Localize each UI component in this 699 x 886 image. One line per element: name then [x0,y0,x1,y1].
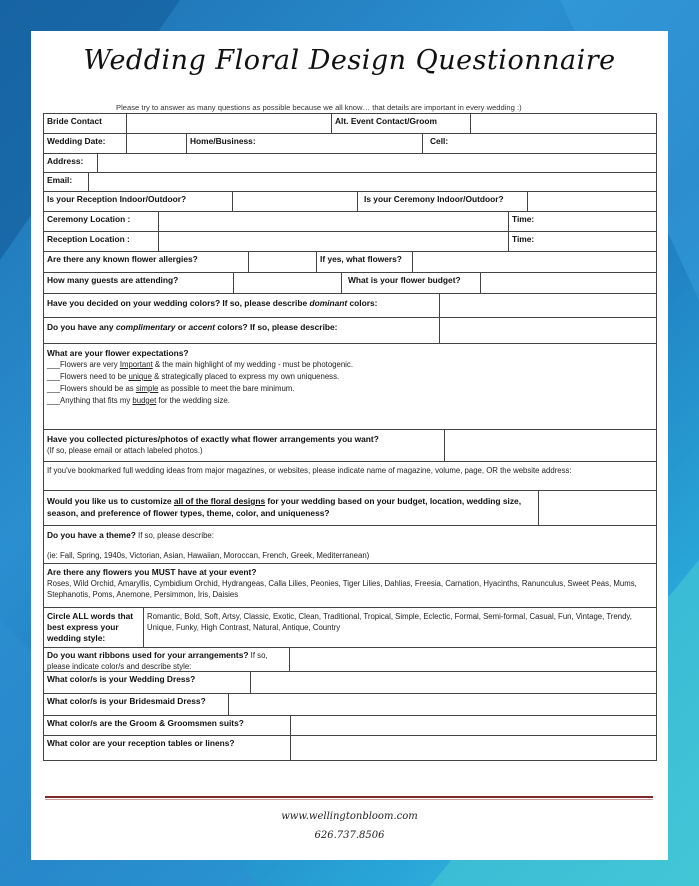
row-ceremony-location [44,212,656,232]
row-reception-location [44,232,656,252]
colors-question-b: colors: [347,298,378,308]
pictures-field[interactable] [445,430,656,461]
wedding-date-field[interactable] [127,134,187,153]
page-subtitle: Please try to answer as many questions as possible because we all know… that details are important in every wedding :) [116,103,522,112]
row-ribbons [44,648,656,672]
row-guests [44,273,656,294]
pictures-note: (If so, please email or attach labeled photos.) [47,446,203,455]
customize-u: all of the floral designs [173,496,266,506]
budget-label: What is your flower budget? [342,273,481,293]
exp2-b: & strategically placed to express my own uniqueness. [151,372,340,381]
exp3-u: simple [135,384,159,393]
row-wedding-date [44,134,656,154]
questionnaire-form [43,113,657,761]
ceremony-location-field[interactable] [159,212,509,231]
expectation-option-3[interactable] [47,383,653,395]
customize-a: Would you like us to customize [47,496,174,506]
row-groom-suits [44,716,656,736]
reception-indoor-label: Is your Reception Indoor/Outdoor? [44,192,233,211]
row-tables-linens [44,736,656,760]
colors-question [44,294,440,317]
theme-examples: (ie: Fall, Spring, 1940s, Victorian, Asian, Hawaiian, Moroccan, French, Greek, Mediterranean) [47,551,370,560]
exp4-b: for the wedding size. [156,396,230,405]
home-business-label: Home/Business: [187,134,423,153]
customize-field[interactable] [539,491,656,525]
allergies-label: Are there any known flower allergies? [44,252,249,272]
row-bookmarked [44,462,656,491]
alt-contact-label: Alt. Event Contact/Groom [332,114,471,133]
address-field[interactable] [98,154,656,172]
allergies-which-label: If yes, what flowers? [317,252,413,272]
accent-field[interactable] [440,318,656,343]
footer-website[interactable]: www.wellingtonbloom.com [281,811,418,822]
ceremony-indoor-field[interactable] [528,192,656,211]
accent-question-em2: accent [188,322,216,332]
questionnaire-sheet [31,31,668,860]
expectations-question: What are your flower expectations? [47,348,189,358]
groom-suits-label: What color/s are the Groom & Groomsmen suits? [44,716,291,735]
alt-contact-field[interactable] [471,114,656,133]
guests-field[interactable] [234,273,342,293]
colors-field[interactable] [440,294,656,317]
accent-question-em: complimentary [115,322,176,332]
row-must-have [44,564,656,608]
accent-question [44,318,440,343]
groom-suits-field[interactable] [291,716,656,735]
row-wedding-colors [44,294,656,318]
exp1-u: Important [119,360,153,369]
guests-label: How many guests are attending? [44,273,234,293]
row-bride-contact [44,114,656,134]
wedding-date-label: Wedding Date: [44,134,127,153]
bridesmaid-dress-label: What color/s is your Bridesmaid Dress? [44,694,229,715]
reception-location-label: Reception Location : [44,232,159,251]
flower-list: Roses, Wild Orchid, Amaryllis, Cymbidium Orchid, Hydrangeas, Calla Lilies, Peonies, Tiger Lilies, Dahlias, Freesia, Carnation, Hyacinths, Ranunculus, Sweet Peas, Mums, Stephanotis, Poms, Anemone, Persimmon, Iris, Daisies [47,579,637,599]
footer-divider [45,796,653,798]
must-have-block[interactable] [44,564,656,607]
row-allergies [44,252,656,273]
expectations-block [44,344,656,429]
colors-question-em: dominant [309,298,348,308]
wedding-dress-field[interactable] [251,672,656,693]
accent-question-a: Do you have any [47,322,116,332]
must-have-question: Are there any flowers you MUST have at your event? [47,567,257,577]
email-field[interactable] [89,173,656,191]
tables-linens-field[interactable] [291,736,656,760]
accent-question-c: colors? If so, please describe: [215,322,338,332]
page-title: Wedding Floral Design Questionnaire [83,45,616,76]
row-accent-colors [44,318,656,344]
exp2-a: ___Flowers need to be [47,372,129,381]
row-email [44,173,656,192]
allergies-field[interactable] [249,252,317,272]
row-pictures [44,430,656,462]
exp2-u: unique [128,372,152,381]
wedding-dress-label: What color/s is your Wedding Dress? [44,672,251,693]
exp4-a: ___Anything that fits my [47,396,133,405]
exp1-a: ___Flowers are very [47,360,120,369]
ceremony-time-label: Time: [512,214,535,224]
cell-label-text: Cell: [430,136,449,146]
theme-question: Do you have a theme? [47,530,136,540]
exp1-b: & the main highlight of my wedding - must be photogenic. [152,360,353,369]
exp3-a: ___Flowers should be as [47,384,136,393]
exp4-u: budget [132,396,157,405]
colors-question-a: Have you decided on your wedding colors? If so, please describe [47,298,310,308]
bridesmaid-dress-field[interactable] [229,694,656,715]
expectation-option-2[interactable] [47,371,653,383]
pictures-question-text: Have you collected pictures/photos of exactly what flower arrangements you want? [47,434,379,444]
reception-location-field[interactable] [159,232,509,251]
row-address [44,154,656,173]
circle-question: Circle ALL words that best express your wedding style: [44,608,144,647]
bookmarked-question[interactable]: If you've bookmarked full wedding ideas from major magazines, or websites, please indicate name of magazine, volume, page, OR the website address: [47,466,572,475]
ribbons-question [44,648,290,671]
expectation-option-1[interactable] [47,359,653,371]
customize-b: for your wedding based on your budget, location, wedding size, season, and preference of flower types, theme, color, and uniqueness? [47,496,522,518]
ribbons-q: Do you want ribbons used for your arrangements? [47,650,249,660]
accent-question-b: or [175,322,189,332]
footer-phone: 626.737.8506 [314,830,385,841]
row-wedding-dress [44,672,656,694]
footer-divider-thin [45,799,653,800]
address-label: Address: [44,154,98,172]
customize-question [44,491,539,525]
exp3-b: as possible to meet the bare minimum. [158,384,295,393]
row-customize [44,491,656,526]
ribbons-note: If so, please indicate color/s and describe style: [47,651,268,671]
bride-contact-label: Bride Contact [44,114,127,133]
budget-field[interactable] [481,273,656,293]
row-bridesmaid-dress [44,694,656,716]
row-theme [44,526,656,564]
row-indoor-outdoor [44,192,656,212]
reception-time-label: Time: [512,234,535,244]
cell-label [423,134,656,153]
ribbons-field[interactable] [290,648,656,671]
tables-linens-label: What color are your reception tables or linens? [44,736,291,760]
bride-contact-field[interactable] [127,114,332,133]
expectation-option-4[interactable] [47,395,653,407]
allergies-which-field[interactable] [413,252,656,272]
style-words[interactable]: Romantic, Bold, Soft, Artsy, Classic, Exotic, Clean, Traditional, Tropical, Simple, Eclectic, Formal, Semi-formal, Casual, Fun, Vintage, Trendy, Unique, Funky, High Contrast, Natural, Antique, Country [147,612,632,632]
row-style [44,608,656,648]
ceremony-indoor-label: Is your Ceremony Indoor/Outdoor? [358,192,528,211]
reception-indoor-field[interactable] [233,192,358,211]
theme-block[interactable] [44,526,656,563]
ceremony-location-label: Ceremony Location : [44,212,159,231]
theme-note: If so, please describe: [135,531,214,540]
pictures-question [44,430,445,461]
row-expectations [44,344,656,430]
email-label: Email: [44,173,89,191]
